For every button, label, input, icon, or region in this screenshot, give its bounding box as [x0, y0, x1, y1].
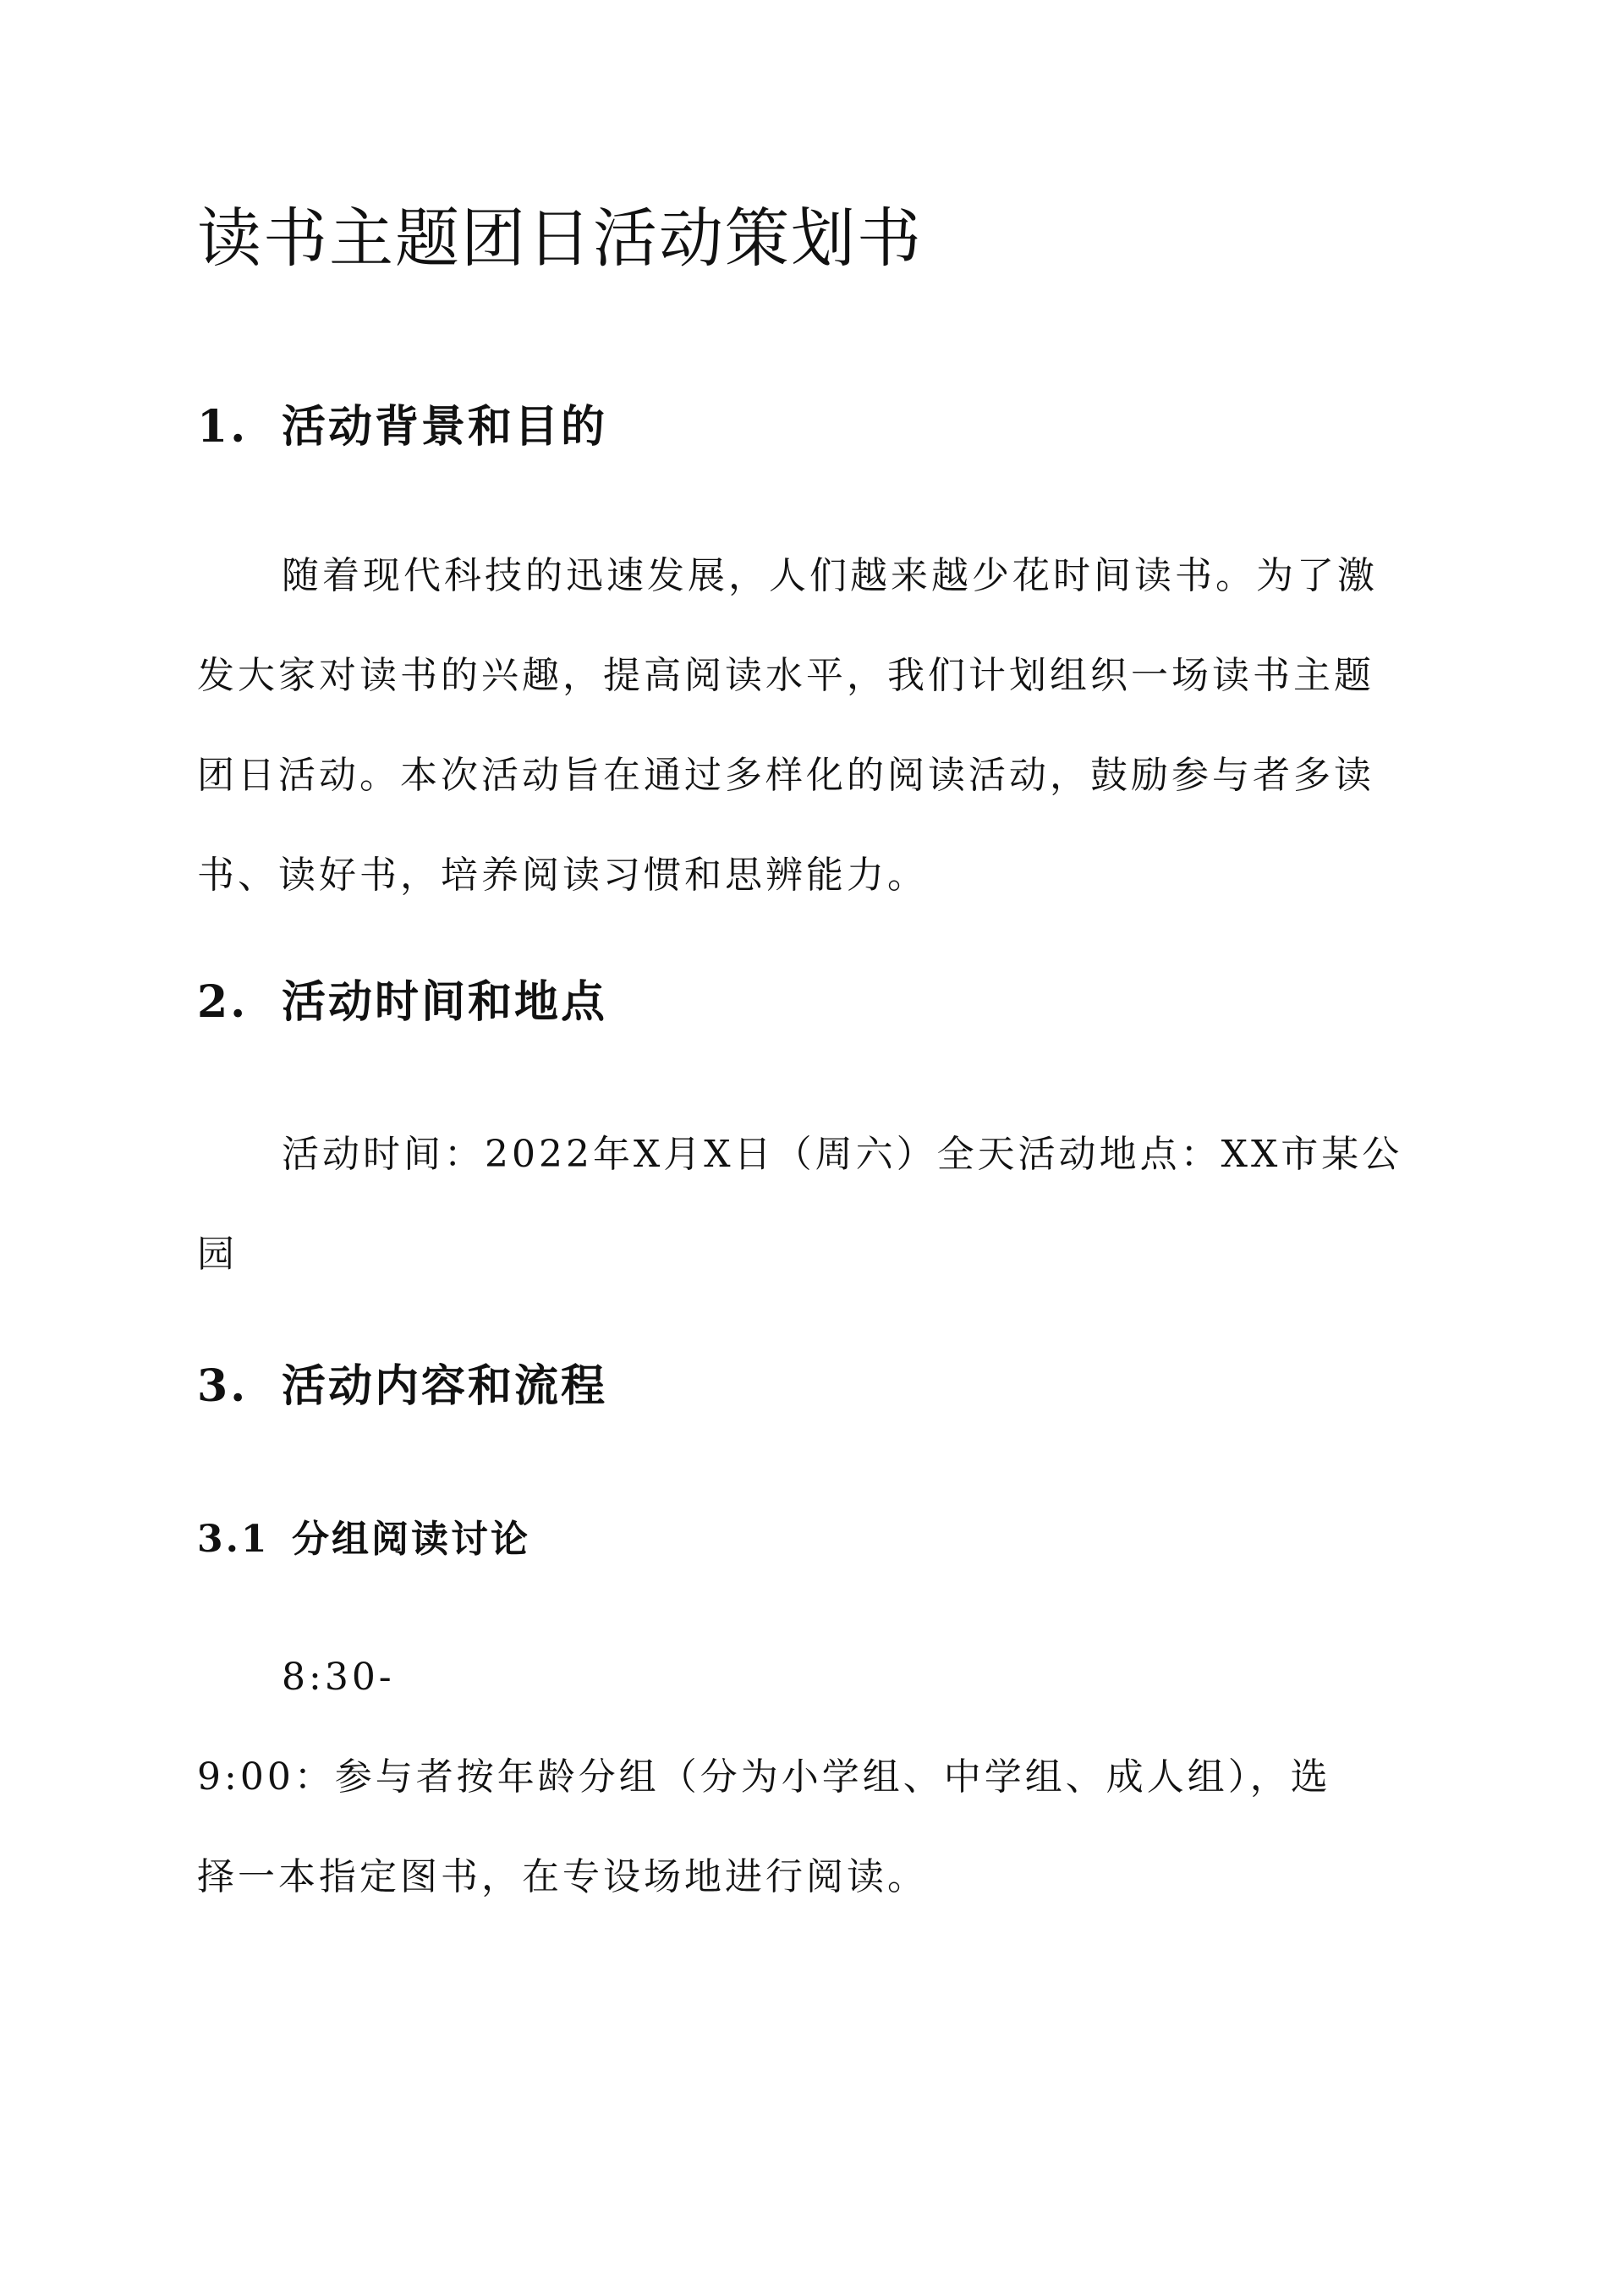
paragraph-line: 园: [197, 1233, 238, 1276]
section-title: 活动背景和目的: [282, 401, 608, 453]
section-title: 活动时间和地点: [282, 976, 608, 1028]
section-heading-3: [197, 1357, 607, 1416]
paragraph-line: 9:00：参与者按年龄分组（分为小学组、中学组、成人组），选: [197, 1755, 1331, 1799]
paragraph-line: 择一本指定图书，在专设场地进行阅读。: [197, 1855, 928, 1898]
section-number: 3.: [197, 1360, 249, 1412]
paragraph-line: 发大家对读书的兴趣，提高阅读水平，我们计划组织一场读书主题: [197, 654, 1374, 697]
paragraph-line: 团日活动。本次活动旨在通过多样化的阅读活动，鼓励参与者多读: [197, 754, 1374, 797]
section-title: 活动内容和流程: [282, 1360, 608, 1412]
paragraph-line: 书、读好书，培养阅读习惯和思辨能力。: [197, 854, 928, 897]
section-number: 2.: [197, 976, 249, 1028]
subsection-heading-3-1: [197, 1514, 530, 1565]
section-heading-1: [197, 398, 607, 457]
paragraph-line: 8:30-: [282, 1656, 395, 1699]
subsection-3-1-paragraph: [197, 1628, 1432, 1927]
paragraph-line: 活动时间：2022年X月X日（周六）全天活动地点：XX市某公: [282, 1133, 1403, 1176]
document-title: 读书主题团日活动策划书: [197, 200, 923, 276]
section-number: 1.: [197, 401, 249, 453]
paragraph-line: 随着现代科技的迅速发展，人们越来越少花时间读书。为了激: [282, 554, 1378, 597]
section-2-paragraph: [197, 1105, 1432, 1305]
section-heading-2: [197, 973, 607, 1032]
subsection-title: 分组阅读讨论: [292, 1518, 530, 1561]
subsection-number: 3.1: [197, 1518, 270, 1561]
section-1-paragraph: [197, 526, 1432, 926]
